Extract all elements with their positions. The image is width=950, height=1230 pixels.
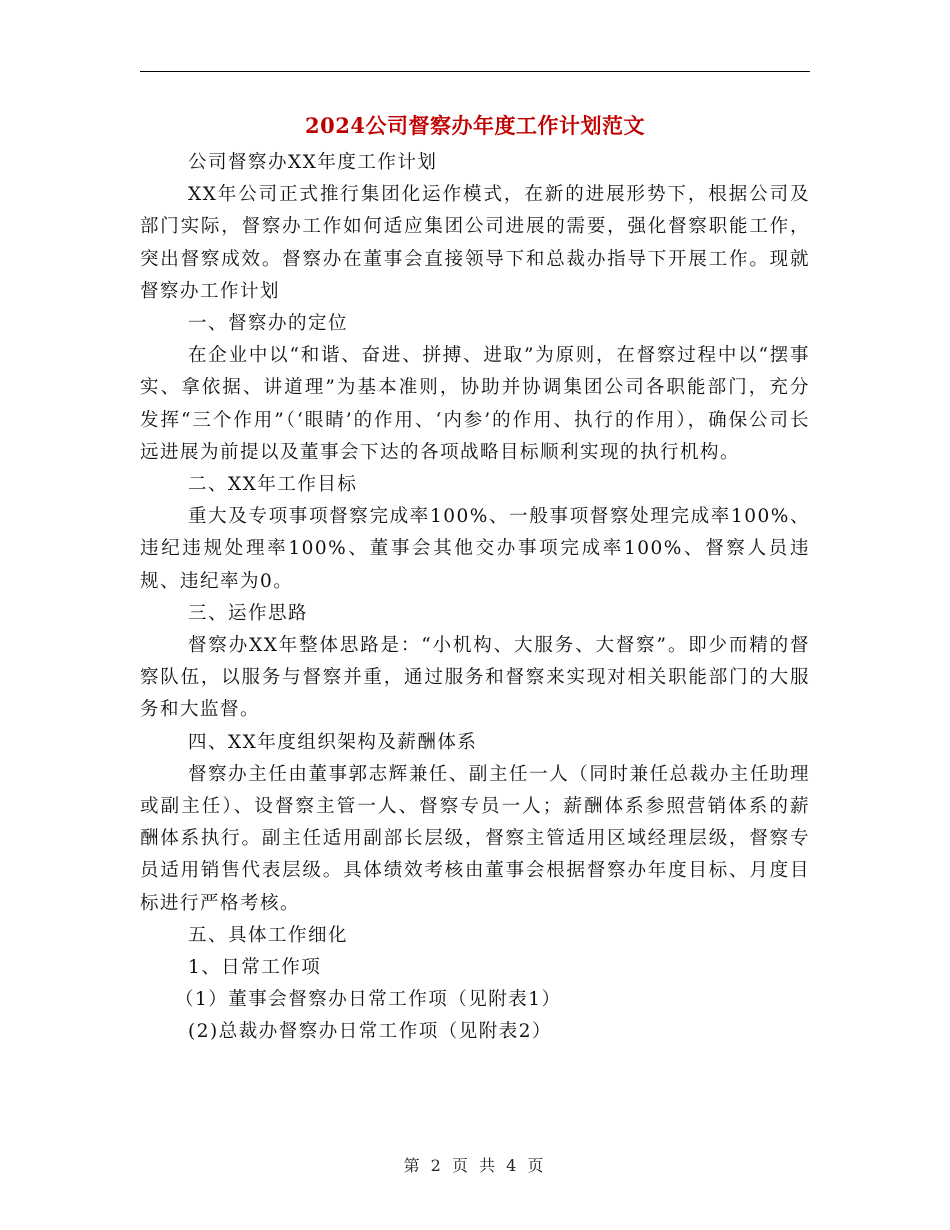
section-heading-organization: 四、XX年度组织架构及薪酬体系 [188, 731, 478, 753]
organization-paragraph: 督察办主任由董事郭志辉兼任、副主任一人（同时兼任总裁办主任助理或副主任）、设督察主管一人、督察专员一人；薪酬体系参照营销体系的薪酬体系执行。副主任适用副部长层级，督察主管适用区域经理层级，督察专员适用销售代表层级。具体绩效考核由董事会根据督察办年度目标、月度目标进行严格考核。 [140, 763, 810, 914]
goals-paragraph: 重大及专项事项督察完成率100%、一般事项督察处理完成率100%、违纪违规处理率100%、董事会其他交办事项完成率100%、督察人员违规、违纪率为0。 [140, 506, 810, 592]
section-heading-details: 五、具体工作细化 [188, 924, 349, 946]
section-heading-goals: 二、XX年工作目标 [188, 474, 358, 496]
document-title: 2024公司督察办年度工作计划范文 [305, 113, 645, 138]
plan-subtitle: 公司督察办XX年度工作计划 [188, 152, 438, 173]
subheading-daily-work: 1、日常工作项 [188, 957, 322, 979]
page-footer: 第 2 页 共 4 页 [403, 1156, 547, 1175]
document-body [140, 147, 810, 1049]
list-item-board-daily-work: （1）董事会督察办日常工作项（见附表1） [175, 989, 562, 1011]
header-rule [140, 71, 810, 72]
section-heading-positioning: 一、督察办的定位 [188, 313, 349, 335]
positioning-paragraph: 在企业中以“和谐、奋进、拼搏、进取”为原则，在督察过程中以“摆事实、拿依据、讲道理”为基本准则，协助并协调集团公司各职能部门，充分发挥“三个作用”（‘眼睛’的作用、‘内参’的作用、执行的作用），确保公司长远进展为前提以及董事会下达的各项战略目标顺利实现的执行机构。 [140, 345, 810, 463]
list-item-president-office-daily-work: (2)总裁办督察办日常工作项（见附表2） [188, 1021, 552, 1043]
approach-paragraph: 督察办XX年整体思路是：“小机构、大服务、大督察”。即少而精的督察队伍，以服务与督察并重，通过服务和督察来实现对相关职能部门的大服务和大监督。 [140, 635, 810, 721]
intro-paragraph: XX年公司正式推行集团化运作模式，在新的进展形势下，根据公司及部门实际，督察办工作如何适应集团公司进展的需要，强化督察职能工作，突出督察成效。督察办在董事会直接领导下和总裁办指导下开展工作。现就督察办工作计划 [140, 184, 810, 302]
section-heading-approach: 三、运作思路 [188, 602, 309, 624]
